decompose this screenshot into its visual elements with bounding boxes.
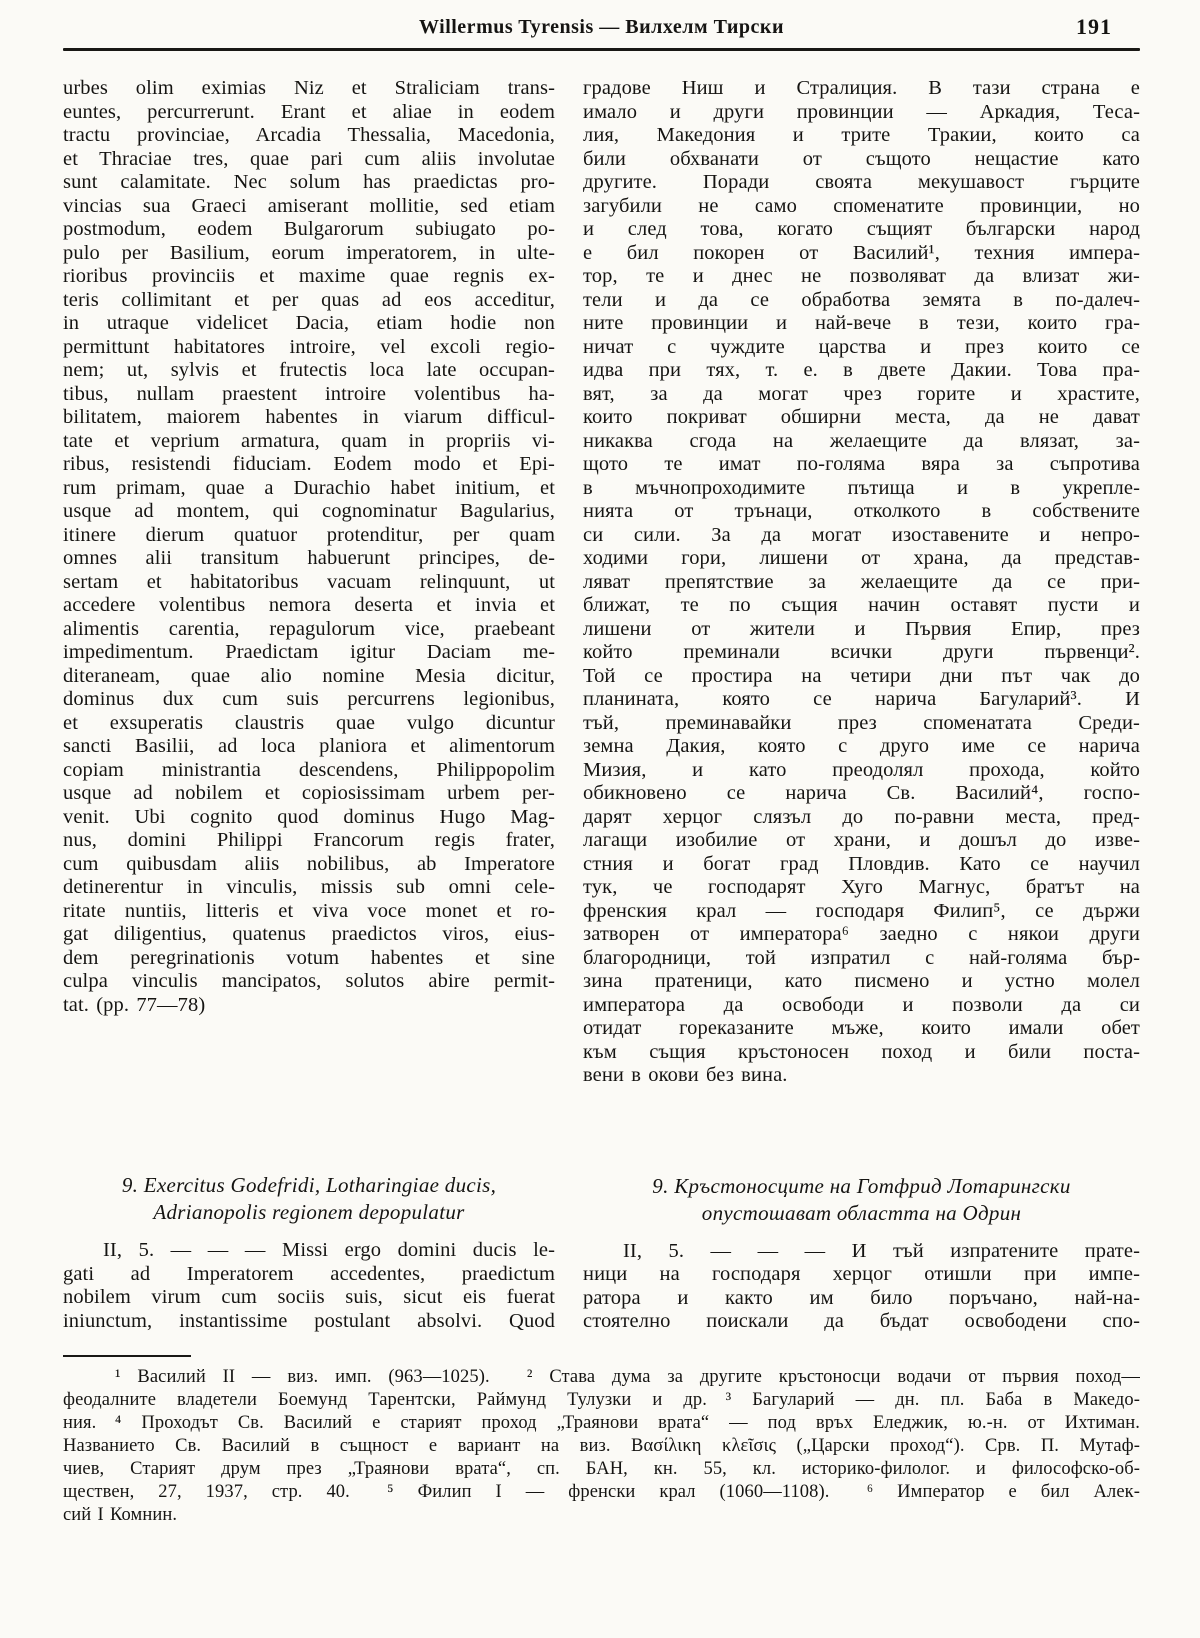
text-line: загубили не само споменатите провинции, но bbox=[583, 194, 1140, 217]
text-line: отидат гореказаните мъже, които имали обет bbox=[583, 1017, 1140, 1039]
text-line: в мъчнопроходимите пътища и в укрепле- bbox=[583, 476, 1140, 499]
text-line: идва при тях, т. е. в двете Дакии. Това пра- bbox=[583, 359, 1140, 381]
text-line: rioribus provinciis et maxime quae regnis ex- bbox=[63, 265, 555, 287]
running-title: Willermus Tyrensis — Вилхелм Тирски bbox=[419, 16, 784, 38]
footnote-separator-rule bbox=[63, 1355, 191, 1357]
text-line: си сили. За да могат изоставените и непро- bbox=[583, 523, 1140, 546]
text-line: вени в окови без вина. bbox=[583, 1064, 788, 1086]
text-line: in utraque videlicet Dacia, etiam hodie non bbox=[63, 312, 555, 334]
text-line: френския крал — господаря Филип⁵, се държи bbox=[583, 899, 1140, 922]
text-line: II, 5. — — — И тъй изпратените прате- bbox=[623, 1239, 1140, 1262]
text-line: били обхванати от същото нещастие като bbox=[583, 147, 1140, 170]
text-line: ходими гори, лишени от храна, да представ- bbox=[583, 547, 1140, 569]
text-line: postmodum, eodem Bulgarorum subiugato po- bbox=[63, 218, 555, 240]
text-line: et exsuperatis claustris quae vulgo dicuntur bbox=[63, 711, 555, 734]
text-line: 9. Кръстоносците на Готфрид Лотарингски bbox=[652, 1173, 1071, 1198]
text-line: omnes alii transitum habuerunt principes, de- bbox=[63, 547, 555, 569]
text-line: et Thraciae tres, quae pari cum aliis involutae bbox=[63, 147, 555, 170]
text-line: лия, Македония и трите Тракии, които са bbox=[583, 124, 1140, 146]
text-line: usque ad montem, qui cognominatur Bagularius, bbox=[63, 500, 555, 522]
text-line: nem; ut, sylvis et frutectis loca late occupan- bbox=[63, 359, 555, 381]
text-line: accedere volentibus nemora deserta et invia et bbox=[63, 594, 555, 616]
text-line: чиев, Старият друм през „Траянови врата“, сп. БАН, кн. 55, кл. историко-филолог. и философско-об- bbox=[63, 1458, 1140, 1479]
text-columns bbox=[63, 77, 1140, 1334]
latin-column bbox=[63, 77, 555, 1334]
text-line: имало и други провинции — Аркадия, Теса- bbox=[583, 100, 1140, 123]
text-line: itinere dierum quatuor protenditur, per quam bbox=[63, 523, 555, 546]
text-line: Мизия, и като преодолял прохода, който bbox=[583, 758, 1140, 781]
text-line: сий I Комнин. bbox=[63, 1504, 178, 1525]
text-line: rum primam, quae a Durachio habet initium, et bbox=[63, 476, 555, 499]
text-line: щото те имат по-голяма вяра за съпротива bbox=[583, 453, 1140, 475]
text-line: зина пратеници, като писмено и устно молел bbox=[583, 970, 1140, 992]
text-line: градове Ниш и Стралиция. В тази страна е bbox=[583, 77, 1140, 99]
page-header bbox=[63, 14, 1140, 44]
text-line: copiam ministrantia descendens, Philippopolim bbox=[63, 758, 555, 781]
bulgarian-section-heading bbox=[583, 1173, 1140, 1227]
text-line: permittunt habitatores introire, vel excoli regio- bbox=[63, 335, 555, 358]
text-line: ляват препятствие за желаещите да се при- bbox=[583, 570, 1140, 593]
text-line: ribus, resistendi fiduciam. Eodem modo et Epi- bbox=[63, 453, 555, 475]
text-line: феодалните владетели Боемунд Тарентски, Раймунд Тулузки и др. ³ Багуларий — дн. пл. Баба в Македо- bbox=[63, 1389, 1140, 1410]
latin-section-heading bbox=[63, 1172, 555, 1226]
text-line: към същия кръстоносен поход и били поста- bbox=[583, 1040, 1140, 1063]
text-line: diteraneam, quae alio nomine Mesia dicitur, bbox=[63, 664, 555, 687]
text-line: cum quibusdam aliis nobilibus, ab Imperatore bbox=[63, 852, 555, 875]
text-line: никаква сгода на желаещите да влязат, за- bbox=[583, 429, 1140, 452]
text-line: обикновено се нарича Св. Василий⁴, госпо- bbox=[583, 782, 1140, 804]
text-line: dem peregrinationis votum habentes et sine bbox=[63, 946, 555, 969]
text-line: Adrianopolis regionem depopulatur bbox=[153, 1200, 465, 1224]
page-number: 191 bbox=[1076, 14, 1112, 39]
text-line: другите. Поради своята мекушавост гърците bbox=[583, 171, 1140, 193]
text-line: pulo per Basilium, eorum imperatorem, in ulte- bbox=[63, 241, 555, 264]
text-line: sertam et habitatoribus vacuam relinquunt, ut bbox=[63, 570, 555, 593]
text-line: ници на господаря херцог отишли при импе- bbox=[583, 1263, 1140, 1285]
text-line: tat. (pp. 77—78) bbox=[63, 993, 206, 1016]
text-line: 9. Exercitus Godefridi, Lotharingiae ducis, bbox=[121, 1173, 497, 1197]
text-line: затворен от императора⁶ заедно с някои други bbox=[583, 923, 1140, 945]
text-line: земна Дакия, която с друго име се нарича bbox=[583, 735, 1140, 757]
text-line: Той се простира на четири дни път чак до bbox=[583, 664, 1140, 687]
text-line: detinerentur in vinculis, missis sub omni cele- bbox=[63, 876, 555, 898]
bulgarian-column bbox=[583, 77, 1140, 1334]
text-line: опустошават областта на Одрин bbox=[701, 1200, 1022, 1225]
text-line: Названието Св. Василий в същност е вариант на виз. Βασίλικη κλεῖσις („Царски проход“). Срв. П. Мутаф- bbox=[63, 1435, 1140, 1456]
text-line: nus, domini Philippi Francorum regis frater, bbox=[63, 829, 555, 851]
text-line: ближат, те по същия начин оставят пусти и bbox=[583, 594, 1140, 616]
text-line: sancti Basilii, ad loca planiora et alimentorum bbox=[63, 735, 555, 757]
text-line: alimentis carentia, repagulorum vice, praebeant bbox=[63, 617, 555, 640]
text-line: teris collimitant et per quas ad eos acceditur, bbox=[63, 288, 555, 311]
text-line: тор, те и днес не позволяват да влизат жи- bbox=[583, 265, 1140, 287]
text-line: който преминали всички други първенци². bbox=[583, 641, 1140, 663]
text-line: които покриват обширни места, да не дават bbox=[583, 406, 1140, 428]
header-rule bbox=[63, 48, 1140, 51]
text-line: impedimentum. Praedictam igitur Daciam me- bbox=[63, 641, 555, 663]
text-line: urbes olim eximias Niz et Straliciam trans- bbox=[63, 77, 555, 99]
text-line: ните провинции и най-вече в тези, които гра- bbox=[583, 312, 1140, 334]
text-line: II, 5. — — — Missi ergo domini ducis le- bbox=[103, 1239, 555, 1261]
text-line: дарят херцог слязъл до по-равни места, пред- bbox=[583, 805, 1140, 828]
text-line: tate et veprium armatura, quam in propriis vi- bbox=[63, 429, 555, 452]
text-line: ¹ Василий II — виз. имп. (963—1025). ² Става дума за другите кръстоносци водачи от първия поход— bbox=[115, 1366, 1140, 1387]
text-line: тук, че господарят Хуго Магнус, братът на bbox=[583, 876, 1140, 898]
text-line: usque ad nobilem et copiosissimam urbem per- bbox=[63, 782, 555, 804]
text-line: tractu provinciae, Arcadia Thessalia, Macedonia, bbox=[63, 124, 555, 146]
text-line: нията от трънаци, отколкото в собствените bbox=[583, 500, 1140, 522]
text-line: gat diligentius, quatenus praedictos viros, eius- bbox=[63, 923, 555, 945]
latin-body-paragraph bbox=[63, 77, 555, 1017]
bulgarian-passage-paragraph bbox=[583, 1240, 1140, 1334]
latin-passage-paragraph bbox=[63, 1239, 555, 1333]
text-line: императора да освободи и позволи да си bbox=[583, 993, 1140, 1016]
text-line: и след това, когато същият български народ bbox=[583, 218, 1140, 240]
text-line: bilitatem, maiorem habentes in viarum difficul- bbox=[63, 406, 555, 428]
text-line: ратора и както им било поръчано, най-на- bbox=[583, 1286, 1140, 1309]
text-line: ния. ⁴ Проходът Св. Василий е старият проход „Траянови врата“ — под връх Еледжик, ю.-н. от Ихтиман. bbox=[63, 1412, 1140, 1433]
text-line: ничат с чуждите царства и през които се bbox=[583, 335, 1140, 358]
bulgarian-body-paragraph bbox=[583, 77, 1140, 1088]
text-line: планината, която се нарича Багуларий³. И bbox=[583, 688, 1140, 710]
text-line: sunt calamitate. Nec solum has praedictas pro- bbox=[63, 171, 555, 193]
text-line: vincias sua Graeci amiserant mollitie, sed etiam bbox=[63, 194, 555, 217]
text-line: gati ad Imperatorem accedentes, praedictum bbox=[63, 1262, 555, 1285]
text-line: ществен, 27, 1937, стр. 40. ⁵ Филип I — френски крал (1060—1108). ⁶ Император е бил Алек- bbox=[63, 1481, 1140, 1502]
text-line: лишени от жители и Първия Епир, през bbox=[583, 617, 1140, 640]
text-line: благородници, той изпратил с най-голяма бър- bbox=[583, 946, 1140, 969]
text-line: тели и да се обработва земята в по-далеч- bbox=[583, 288, 1140, 311]
footnotes-block bbox=[63, 1366, 1140, 1527]
text-line: ritate nuntiis, litteris et viva voce monet et ro- bbox=[63, 899, 555, 922]
text-line: стния и богат град Пловдив. Като се научил bbox=[583, 852, 1140, 875]
text-line: лагащи изобилие от храни, и дошъл до изве- bbox=[583, 829, 1140, 851]
text-line: dominus dux cum suis percurrens legionibus, bbox=[63, 688, 555, 710]
text-line: е бил покорен от Василий¹, техния импера- bbox=[583, 241, 1140, 264]
text-line: вят, за да могат чрез горите и храстите, bbox=[583, 382, 1140, 405]
text-line: culpa vinculis mancipatos, solutos abire permit- bbox=[63, 970, 555, 992]
text-line: venit. Ubi cognito quod dominus Hugo Mag- bbox=[63, 805, 555, 828]
text-line: тъй, преминавайки през споменатата Среди- bbox=[583, 711, 1140, 734]
text-line: nobilem virum cum sociis suis, sicut eis fuerat bbox=[63, 1286, 555, 1308]
text-line: стоятелно поискали да бъдат освободени спо- bbox=[583, 1310, 1140, 1332]
text-line: tibus, nullam praestent introire volentibus ha- bbox=[63, 382, 555, 405]
text-line: iniunctum, instantissime postulant absolvi. Quod bbox=[63, 1309, 555, 1332]
text-line: euntes, percurrerunt. Erant et aliae in eodem bbox=[63, 100, 555, 123]
